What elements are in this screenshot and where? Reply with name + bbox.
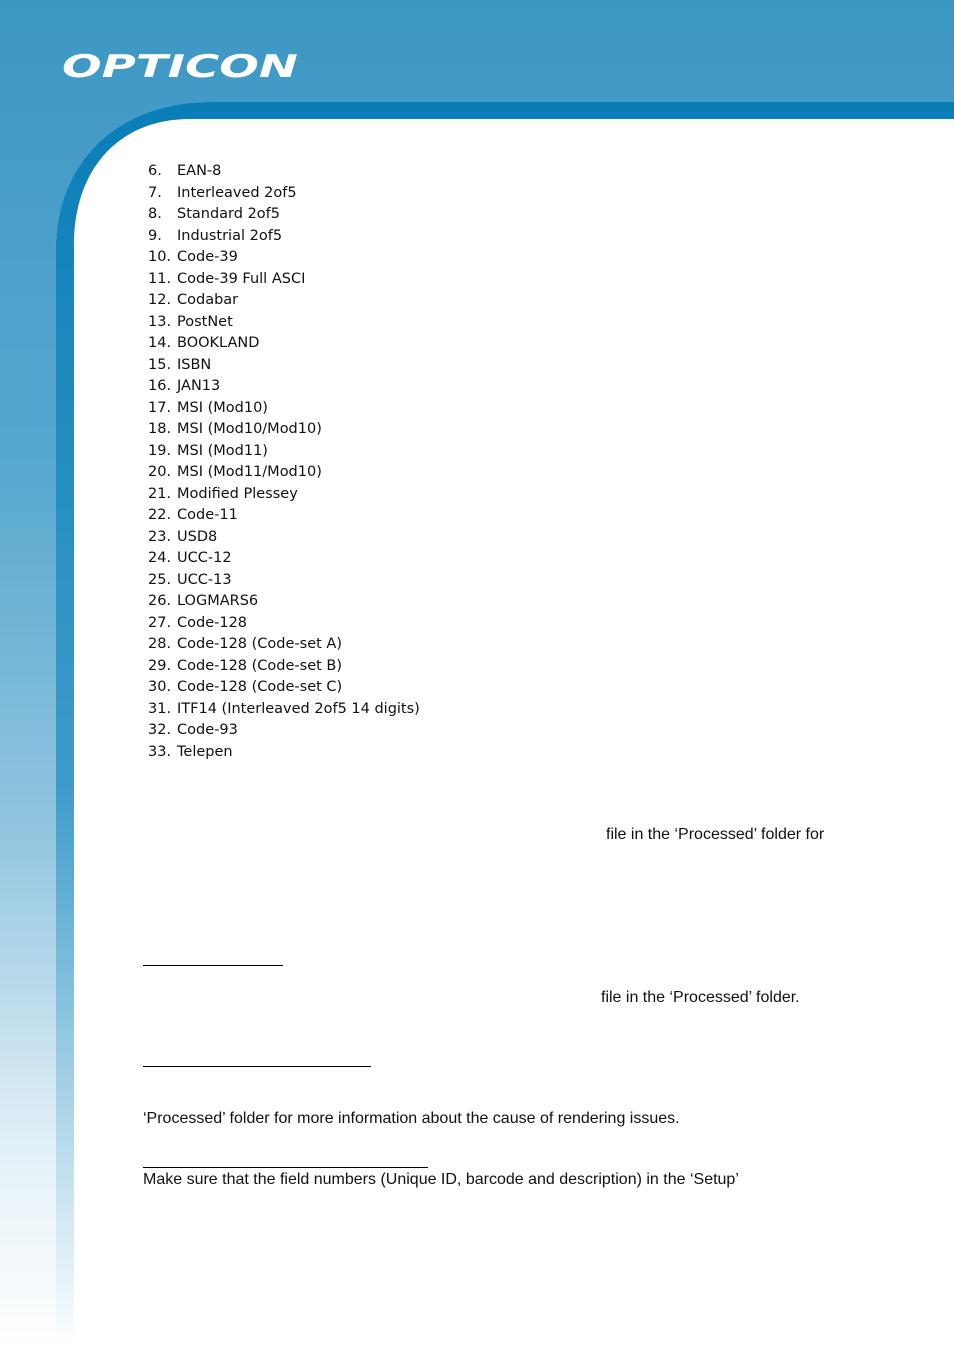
list-item-label: JAN13: [177, 378, 221, 394]
list-item-label: Standard 2of5: [177, 206, 281, 222]
heading-underline: [143, 1167, 428, 1168]
list-item-number: 19.: [148, 442, 172, 459]
list-item: [148, 333, 420, 355]
list-item-number: 10.: [148, 249, 172, 265]
list-item-label: LOGMARS6: [177, 593, 259, 609]
list-item: [148, 484, 420, 506]
list-item-label: Interleaved 2of5: [177, 184, 297, 201]
list-item: [148, 505, 420, 527]
list-item: [148, 376, 420, 398]
list-item-label: ISBN: [177, 356, 212, 373]
list-item: [148, 204, 420, 226]
list-item: [148, 462, 420, 484]
list-item: [148, 699, 420, 721]
list-item-label: ITF14 (Interleaved 2of5 14 digits): [177, 700, 420, 717]
list-item-number: 17.: [148, 399, 172, 416]
list-item-number: 13.: [148, 313, 172, 330]
list-item-label: MSI (Mod10/Mod10): [177, 421, 322, 437]
list-item: [148, 247, 420, 269]
list-item-label: USD8: [177, 528, 218, 545]
list-item-number: 12.: [148, 292, 172, 308]
opticon-logo: [62, 47, 302, 83]
list-item-number: 29.: [148, 657, 172, 674]
list-item: [148, 527, 420, 549]
list-item: [148, 656, 420, 678]
list-item-number: 30.: [148, 679, 172, 695]
list-item: [148, 161, 420, 183]
list-item-number: 16.: [148, 378, 172, 394]
list-item-number: 14.: [148, 335, 172, 351]
list-item: [148, 591, 420, 613]
list-item: [148, 677, 420, 699]
list-item-number: 28.: [148, 636, 172, 652]
list-item: [148, 441, 420, 463]
list-item-label: Code-128: [177, 614, 248, 631]
list-item-number: 22.: [148, 507, 172, 523]
heading-underline: [143, 965, 283, 966]
heading-underline: [143, 1066, 371, 1067]
list-item-label: MSI (Mod10): [177, 399, 268, 416]
list-item-label: Industrial 2of5: [177, 227, 283, 244]
text-fragment: file in the ‘Processed’ folder.: [601, 989, 800, 1006]
list-item-number: 32.: [148, 722, 172, 738]
list-item-number: 9.: [148, 227, 162, 244]
list-item: [148, 226, 420, 248]
list-item-number: 26.: [148, 593, 172, 609]
list-item-label: BOOKLAND: [177, 335, 260, 351]
list-item-label: Code-93: [177, 722, 238, 738]
list-item: [148, 312, 420, 334]
opticon-logo-text: OPTICON: [62, 49, 299, 83]
list-item: [148, 742, 420, 764]
list-item-number: 15.: [148, 356, 172, 373]
list-item: [148, 613, 420, 635]
list-item-number: 11.: [148, 270, 172, 287]
list-item-label: UCC-13: [177, 571, 232, 588]
list-item: [148, 269, 420, 291]
list-item-label: Code-11: [177, 507, 238, 523]
list-item-label: Code-128 (Code-set B): [177, 657, 343, 674]
list-item-number: 18.: [148, 421, 172, 437]
list-item-label: EAN-8: [177, 163, 222, 179]
list-item-label: PostNet: [177, 313, 233, 330]
list-item-number: 21.: [148, 485, 172, 502]
list-item-number: 24.: [148, 550, 172, 566]
list-item-label: Code-39: [177, 249, 238, 265]
list-item: [148, 548, 420, 570]
list-item-number: 33.: [148, 743, 172, 760]
list-item-label: MSI (Mod11): [177, 442, 268, 459]
list-item-label: Modified Plessey: [177, 485, 298, 502]
list-item-label: Code-128 (Code-set C): [177, 679, 343, 695]
list-item-label: Code-128 (Code-set A): [177, 636, 342, 652]
list-item-label: Telepen: [177, 743, 233, 760]
list-item: [148, 290, 420, 312]
text-fragment: file in the ‘Processed’ folder for: [606, 826, 825, 843]
list-item: [148, 720, 420, 742]
text-fragment: ‘Processed’ folder for more information about the cause of rendering issues.: [143, 1110, 680, 1127]
list-item-number: 31.: [148, 700, 172, 717]
list-item-label: Code-39 Full ASCI: [177, 270, 306, 287]
list-item-number: 25.: [148, 571, 172, 588]
list-item-number: 7.: [148, 184, 162, 201]
list-item-label: MSI (Mod11/Mod10): [177, 464, 322, 480]
list-item: [148, 398, 420, 420]
list-item-label: UCC-12: [177, 550, 232, 566]
list-item-number: 23.: [148, 528, 172, 545]
text-fragment: Make sure that the field numbers (Unique ID, barcode and description) in the ‘Setup’: [143, 1171, 739, 1188]
list-item: [148, 183, 420, 205]
list-item-label: Codabar: [177, 292, 239, 308]
symbology-list: [148, 161, 420, 763]
list-item-number: 20.: [148, 464, 172, 480]
list-item-number: 6.: [148, 163, 162, 179]
list-item: [148, 355, 420, 377]
list-item-number: 27.: [148, 614, 172, 631]
list-item: [148, 419, 420, 441]
list-item: [148, 634, 420, 656]
list-item-number: 8.: [148, 206, 162, 222]
list-item: [148, 570, 420, 592]
